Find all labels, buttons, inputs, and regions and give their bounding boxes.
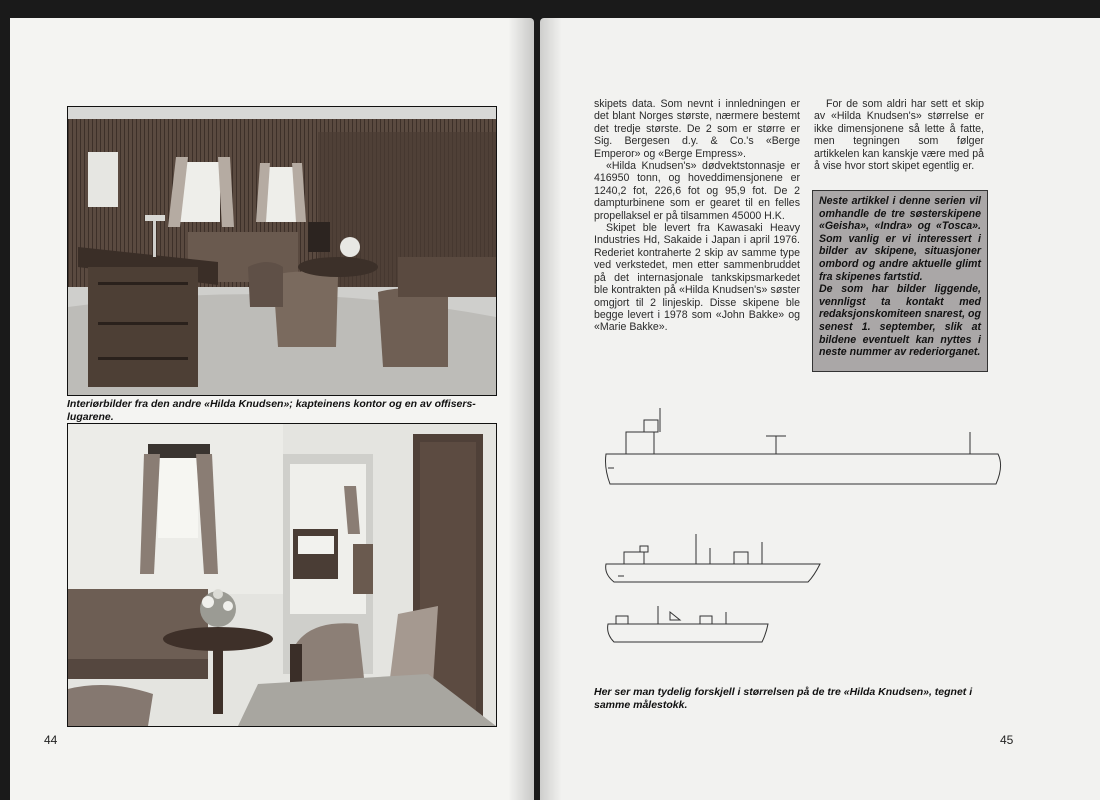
ship-hilda-knudsen-medium (606, 564, 820, 582)
gutter-shadow (540, 18, 562, 800)
notice-paragraph: Neste artikkel i denne serien vil omhandle de tre søsterskipene «Geisha», «Indra» og «Tosca». Som vanlig er vi interessert i bilder av skipene, situasjoner ombord og andre aktuelle glimt fra skipenes fartstid. (819, 195, 981, 283)
office-photo-drawing (68, 107, 496, 395)
ship-comparison-drawing (600, 406, 1020, 646)
ship-hilda-knudsen-large (606, 454, 1001, 484)
photo-officers-cabin (67, 423, 497, 727)
article-column-1 (594, 98, 800, 334)
left-page (10, 18, 534, 800)
page-number-left: 44 (44, 733, 58, 747)
cabin-photo-drawing (68, 424, 496, 726)
ship-hilda-knudsen-small (608, 624, 768, 642)
photo-captains-office (67, 106, 497, 396)
article-paragraph: «Hilda Knudsen's» dødvektstonnasje er 416950 tonn, og hoveddimensjonene er 1240,2 fot, 226,6 fot og 95,9 fot. De 2 dampturbinene som er gearet til en felles propellaksel er på tilsammen 45000 H.K. (594, 160, 800, 222)
ships-caption: Her ser man tydelig forskjell i størrelsen på de tre «Hilda Knudsen», tegnet i samme målestokk. (594, 686, 973, 711)
ship-silhouettes (600, 406, 1020, 646)
notice-paragraph: De som har bilder liggende, vennligst ta kontakt med redaksjonskomiteen snarest, og senest 1. september, slik at bildene eventuelt kan nyttes i neste nummer av rederiorganet. (819, 283, 981, 359)
gutter-shadow (508, 18, 534, 800)
article-column-2 (814, 98, 984, 172)
right-page (540, 18, 1100, 800)
page-number-right: 45 (1000, 733, 1014, 747)
article-paragraph: For de som aldri har sett et skip av «Hilda Knudsen's» størrelse er ikke dimensjonene så lette å fatte, men tegningen som følger artikkelen kan kanskje være med på å vise hvor stort skipet egentlig er. (814, 98, 984, 173)
left-photo-caption: Interiørbilder fra den andre «Hilda Knudsen»; kapteinens kontor og en av offisers-lugarene. (67, 398, 476, 423)
article-paragraph: Skipet ble levert fra Kawasaki Heavy Industries Hd, Sakaide i Japan i april 1976. Rederiet kontraherte 2 skip av samme type ved verkstedet, men etter sammenbruddet på det internasjonale tankskipsmarkedet ble kontrakten på «Hilda Knudsen's» søster omgjort til 2 linjeskip. Disse skipene ble begge levert i 1978 som «John Bakke» og «Marie Bakke». (594, 222, 800, 334)
article-paragraph: skipets data. Som nevnt i innledningen er det blant Norges største, nærmere bestemt det tredje største. De 2 som er større er Sig. Bergesen d.y. & Co.'s «Berge Emperor» og «Berge Empress». (594, 98, 800, 160)
notice-box (812, 190, 988, 372)
